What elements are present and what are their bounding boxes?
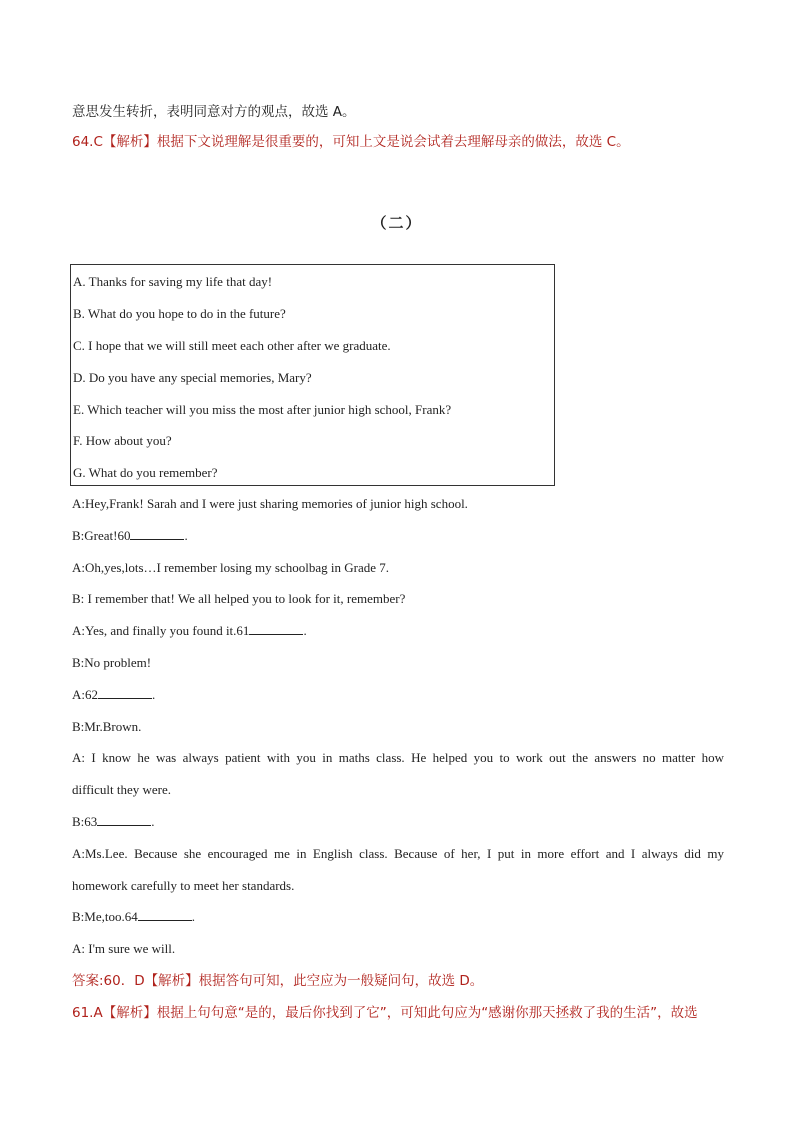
- dialogue-line: A:Ms.Lee. Because she encouraged me in English class. Because of her, I put in more effort and I always did my: [72, 846, 724, 861]
- option-a: A. Thanks for saving my life that day!: [73, 274, 273, 289]
- options-box: [70, 264, 555, 486]
- answer-61-explanation: 61.A【解析】根据上句句意“是的，最后你找到了它”，可知此句应为“感谢你那天拯救了我的生活”，故选: [72, 1005, 698, 1021]
- answer-60-explanation: 答案:60．D【解析】根据答句可知，此空应为一般疑问句，故选 D。: [72, 973, 484, 989]
- option-c: C. I hope that we will still meet each other after we graduate.: [73, 338, 391, 353]
- dialogue-line: B:Mr.Brown.: [72, 719, 142, 734]
- answer-blank: [97, 813, 151, 826]
- dialogue-text: .: [303, 623, 307, 638]
- dialogue-text: B:63: [72, 814, 98, 829]
- dialogue-line-blank-60: [72, 527, 724, 545]
- dialogue-line: homework carefully to meet her standards.: [72, 878, 295, 893]
- option-e: E. Which teacher will you miss the most after junior high school, Frank?: [73, 402, 452, 417]
- dialogue-text: .: [184, 528, 188, 543]
- answer-64-explanation: 64.C【解析】根据下文说理解是很重要的，可知上文是说会试着去理解母亲的做法，故选 C。: [72, 134, 630, 150]
- dialogue-text: A:Yes, and finally you found it.61: [72, 623, 250, 638]
- dialogue-line-blank-62: [72, 686, 724, 704]
- dialogue-line: B: I remember that! We all helped you to look for it, remember?: [72, 591, 406, 606]
- dialogue-line-blank-61: [72, 622, 724, 640]
- option-g: G. What do you remember?: [73, 465, 218, 480]
- previous-answer-continuation: 意思发生转折，表明同意对方的观点，故选 A。: [72, 104, 356, 120]
- dialogue-line: A: I know he was always patient with you in maths class. He helped you to work out the answers no matter how: [72, 750, 724, 765]
- option-f: F. How about you?: [73, 433, 172, 448]
- answer-blank: [249, 622, 303, 635]
- dialogue-text: .: [191, 909, 195, 924]
- option-b: B. What do you hope to do in the future?: [73, 306, 286, 321]
- dialogue-line: difficult they were.: [72, 782, 172, 797]
- dialogue-line-blank-63: [72, 813, 724, 831]
- dialogue-text: .: [152, 687, 156, 702]
- dialogue-line: A: I'm sure we will.: [72, 941, 176, 956]
- dialogue-text: .: [151, 814, 155, 829]
- answer-blank: [138, 908, 192, 921]
- answer-blank: [130, 527, 184, 540]
- dialogue-line: B:No problem!: [72, 655, 152, 670]
- dialogue-line-blank-64: [72, 908, 724, 926]
- answer-blank: [98, 686, 152, 699]
- dialogue-text: B:Me,too.64: [72, 909, 138, 924]
- dialogue-line: A:Oh,yes,lots…I remember losing my schoolbag in Grade 7.: [72, 560, 389, 575]
- section-heading: （二）: [371, 214, 423, 232]
- dialogue-line: A:Hey,Frank! Sarah and I were just sharing memories of junior high school.: [72, 496, 468, 511]
- dialogue-text: B:Great!60: [72, 528, 131, 543]
- dialogue-text: A:62: [72, 687, 98, 702]
- option-d: D. Do you have any special memories, Mary?: [73, 370, 312, 385]
